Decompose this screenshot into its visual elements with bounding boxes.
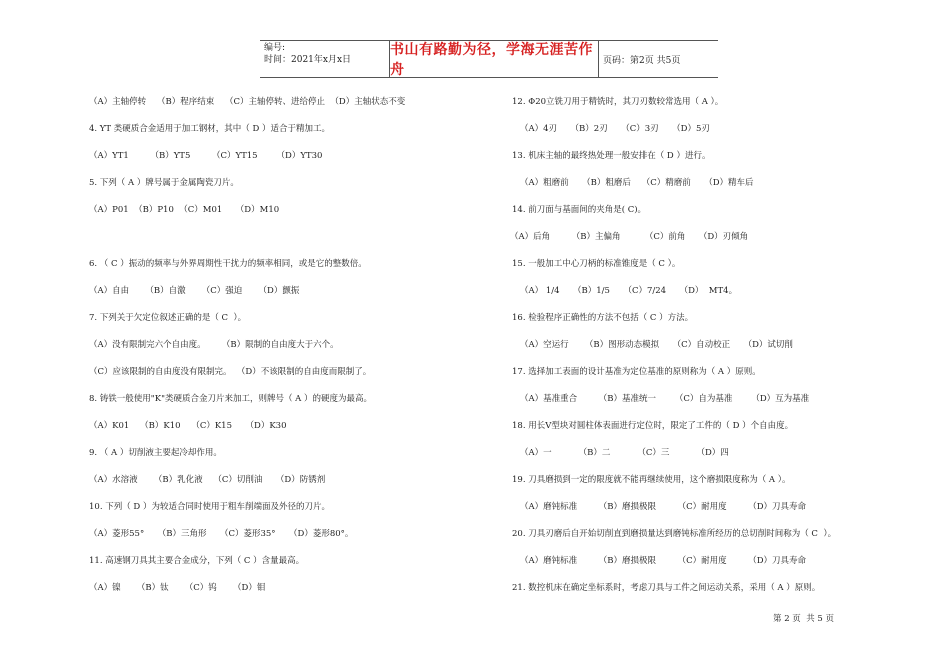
left-line: 10. 下列（ D ）为较适合同时使用于粗车削端面及外径的刀片。 — [89, 502, 330, 512]
left-line: （A）P01 （B）P10 （C）M01 （D）M10 — [89, 205, 280, 215]
right-line: （A）磨钝标准 （B）磨损极限 （C）耐用度 （D）刀具寿命 — [520, 502, 807, 512]
right-line: 12. Φ20立铣刀用于精铣时，其刀刃数较常选用（ A ）。 — [512, 97, 724, 107]
right-line: （A） 1/4 （B）1/5 （C）7/24 （D） MT4。 — [520, 286, 738, 296]
left-line: （C）应该限制的自由度没有限制完。 （D）不该限制的自由度而限制了。 — [89, 367, 372, 377]
left-line: （A）菱形55° （B）三角形 （C）菱形35° （D）菱形80°。 — [89, 529, 354, 539]
left-line: （A）YT1 （B）YT5 （C）YT15 （D）YT30 — [89, 151, 323, 161]
time-label: 时间：2021年x月x日 — [264, 55, 352, 65]
right-line: （A）粗磨前 （B）粗磨后 （C）精磨前 （D）精车后 — [520, 178, 754, 188]
left-line: （A）镍 （B）钛 （C）钨 （D）钼 — [89, 583, 266, 593]
right-line: （A）4刃 （B）2刃 （C）3刃 （D）5刃 — [520, 124, 710, 134]
left-line: （A）K01 （B）K10 （C）K15 （D）K30 — [89, 421, 287, 431]
right-line: 19. 刀具磨损到一定的限度就不能再继续使用，这个磨损限度称为（ A ）。 — [512, 475, 791, 485]
right-line: 20. 刀具刃磨后自开始切削直到磨损量达到磨钝标准所经历的总切削时间称为（ C ）。 — [512, 529, 837, 539]
left-line: 6. （ C ）振动的频率与外界周期性干扰力的频率相同，或是它的整数倍。 — [89, 259, 367, 269]
left-line: 11. 高速钢刀具其主要合金成分，下列（ C ）含量最高。 — [89, 556, 305, 566]
page-footer: 第 2 页 共 5 页 — [773, 614, 835, 624]
left-line: 9. （ A ）切削液主要起冷却作用。 — [89, 448, 222, 458]
right-line: 17. 选择加工表面的设计基准为定位基准的原则称为（ A ）原则。 — [512, 367, 761, 377]
right-line: 14. 前刀面与基面间的夹角是( C)。 — [512, 205, 647, 215]
left-line: 7. 下列关于欠定位叙述正确的是（ C ）。 — [89, 313, 247, 323]
left-line: 5. 下列（ A ）牌号属于金属陶瓷刀片。 — [89, 178, 239, 188]
left-line: （A）水溶液 （B）乳化液 （C）切削油 （D）防锈剂 — [89, 475, 326, 485]
right-line: （A）后角 （B）主偏角 （C）前角 （D）刃倾角 — [510, 232, 749, 242]
right-line: 15. 一般加工中心刀柄的标准锥度是（ C ）。 — [512, 259, 681, 269]
left-line: （A）自由 （B）自激 （C）强迫 （D）颤振 — [89, 286, 300, 296]
right-line: （A）空运行 （B）图形动态模拟 （C）自动校正 （D）试切削 — [520, 340, 793, 350]
left-line: 4. YT 类硬质合金适用于加工钢材，其中（ D ）适合于精加工。 — [89, 124, 331, 134]
right-line: （A）一 （B）二 （C）三 （D）四 — [520, 448, 729, 458]
header-info — [260, 41, 390, 77]
left-line: （A）主轴停转 （B）程序结束 （C）主轴停转、进给停止 （D）主轴状态不变 — [89, 97, 406, 107]
number-label: 编号: — [264, 43, 286, 53]
right-line: 16. 检验程序正确性的方法不包括（ C ）方法。 — [512, 313, 694, 323]
header-page-label: 页码：第2页 共5页 — [603, 55, 681, 66]
right-line: 21. 数控机床在确定坐标系时，考虑刀具与工件之间运动关系，采用（ A ）原则。 — [512, 583, 821, 593]
left-line: （A）没有限制完六个自由度。 （B）限制的自由度大于六个。 — [89, 340, 339, 350]
page-header — [260, 40, 718, 78]
right-line: 13. 机床主轴的最终热处理一般安排在（ D ）进行。 — [512, 151, 711, 161]
right-line: （A）磨钝标准 （B）磨损极限 （C）耐用度 （D）刀具寿命 — [520, 556, 807, 566]
right-line: （A）基准重合 （B）基准统一 （C）自为基准 （D）互为基准 — [520, 394, 810, 404]
right-line: 18. 用长V型块对圆柱体表面进行定位时，限定了工件的（ D ）个自由度。 — [512, 421, 794, 431]
left-line: 8. 铸铁一般使用"K"类硬质合金刀片来加工，则牌号（ A ）的硬度为最高。 — [89, 394, 373, 404]
header-motto: 书山有路勤为径，学海无涯苦作舟 — [390, 41, 599, 77]
